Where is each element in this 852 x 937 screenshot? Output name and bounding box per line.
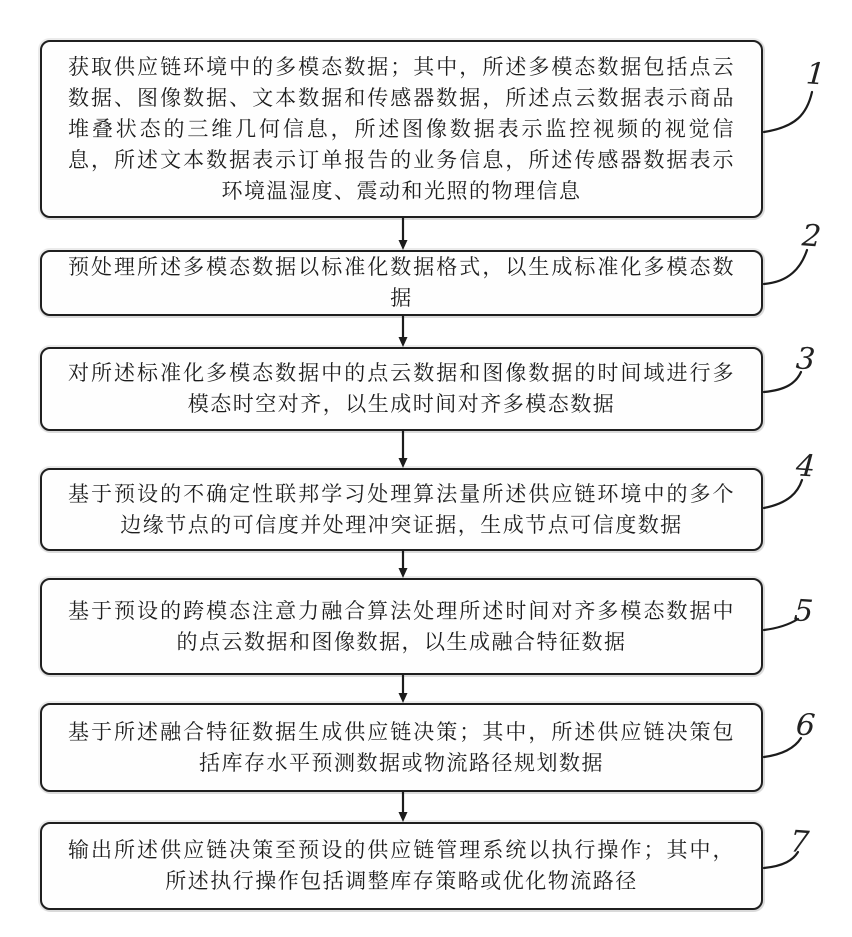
flow-step-2-box [40,250,763,316]
leader-line-4 [764,480,802,508]
connector-arrow-3-4 [399,431,408,468]
connector-arrow-5-6 [399,675,408,703]
flow-step-5-box [40,578,763,675]
step-number-2: 2 [800,218,823,255]
leader-line-2 [764,250,807,284]
connector-arrow-4-5 [399,551,408,578]
connector-arrow-1-2 [399,218,408,250]
connector-arrow-6-7 [399,792,408,822]
step-number-1: 1 [804,56,827,93]
step-number-4: 4 [794,448,817,485]
flow-step-3-text: 对所述标准化多模态数据中的点云数据和图像数据的时间域进行多模态时空对齐，以生成时间对齐多模态数据 [68,361,735,416]
flow-step-1-text: 获取供应链环境中的多模态数据；其中，所述多模态数据包括点云数据、图像数据、文本数据和传感器数据，所述点云数据表示商品堆叠状态的三维几何信息，所述图像数据表示监控视频的视觉信息，所述文本数据表示订单报告的业务信息，所述传感器数据表示环境温湿度、震动和光照的物理信息 [68,54,735,203]
flow-step-7-text: 输出所述供应链决策至预设的供应链管理系统以执行操作；其中，所述执行操作包括调整库存策略或优化物流路径 [68,838,735,893]
flow-step-1-box [40,40,763,218]
flow-step-7-box [40,822,763,910]
flow-step-6-text: 基于所述融合特征数据生成供应链决策；其中，所述供应链决策包括库存水平预测数据或物流路径规划数据 [68,719,735,775]
step-number-6: 6 [794,707,817,744]
flow-step-4-text: 基于预设的不确定性联邦学习处理算法量所述供应链环境中的多个边缘节点的可信度并处理冲突证据，生成节点可信度数据 [68,481,735,537]
step-number-3: 3 [794,341,817,378]
flow-step-3-box [40,347,763,431]
flow-step-2-text: 预处理所述多模态数据以标准化数据格式，以生成标准化多模态数据 [68,255,735,310]
step-number-5: 5 [792,593,815,630]
flow-step-4-box [40,468,763,551]
leader-line-1 [764,92,812,132]
flow-step-5-text: 基于预设的跨模态注意力融合算法处理所述时间对齐多模态数据中的点云数据和图像数据，以生成融合特征数据 [68,598,735,654]
connector-arrow-2-3 [399,316,408,347]
step-number-7: 7 [788,824,811,861]
flow-step-6-box [40,703,763,792]
